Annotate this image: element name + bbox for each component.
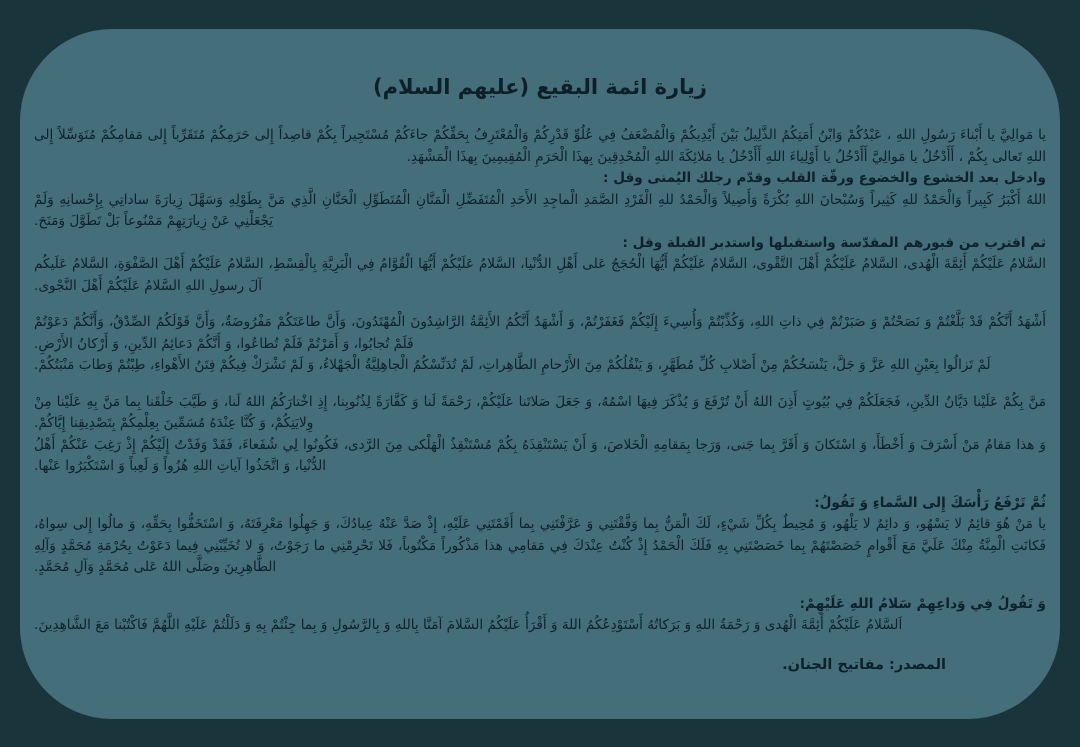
instruction-approach-graves: ثم اقترب من قبورهم المقدّسة واستقبلها واستدبر القبلة وقل : (622, 234, 1046, 251)
document-card (20, 29, 1060, 719)
page-title: زيارة ائمة البقيع (عليهم السلام) (373, 75, 707, 99)
ziyarah-paragraph-blessing: مَنَّ بِكُمْ عَلَيْنا دَيَّانُ الدِّينِ، فَجَعَلَكُمْ فِي بُيُوتٍ أَذِنَ اللهُ أَنْ تُرْفَعَ وَ يُذْكَرَ فِيهَا اسْمُهُ، وَ جَعَلَ صَلاتَنا عَلَيْكُمْ، رَحْمَةً لَنا وَ كَفَّارَةً لِذُنُوبِنا، إِذِ اخْتارَكُمُ اللهُ لَنا، وَ طَيَّبَ خَلْقَنا بِما مَنَّ بِهِ عَلَيْنا مِنْ وِلايَتِكُمْ، وَ كُنَّا عِنْدَهُ مُسَمِّينَ بِعِلْمِكُمْ بِتَصْدِيقِنا إِيَّاكُمْ. (34, 393, 1046, 431)
ziyarah-paragraph-dua: يا مَنْ هُوَ قائِمٌ لا يَسْهُو، وَ دائِمٌ لا يَلْهُو، وَ مُحِيطٌ بِكُلِّ شَيْءٍ، لَكَ الْمَنُّ بِما وَفَّقْتَنِي وَ عَرَّفْتَنِي بِما أَقَمْتَنِي عَلَيْهِ، إِذْ صَدَّ عَنْهُ عِبادُكَ، وَ جَهِلُوا مَعْرِفَتَهُ، وَ اسْتَخَفُّوا بِحَقِّهِ، وَ مالُوا إِلى سِواهُ، فَكانَتِ الْمِنَّةُ مِنْكَ عَلَيَّ مَعَ أَقْوامٍ خَصَصْتَهُمْ بِما خَصَصْتَنِي بِهِ فَلَكَ الْحَمْدُ إِذْ كُنْتُ عِنْدَكَ فِي مَقامِي هذا مَذْكُوراً مَكْتُوباً، فَلا تَحْرِمْنِي ما رَجَوْتُ، وَ لا تُخَيِّبْنِي فِيما دَعَوْتُ بِحُرْمَةِ مُحَمَّدٍ وَآلِهِ الطَّاهِرِينَ وصَلَّى اللهُ عَلى مُحَمَّدٍ وَآلِ مُحَمَّدٍ. (34, 516, 1046, 575)
ziyarah-paragraph-takbir: اللهُ أَكْبَرُ كَبِيراً وَالْحَمْدُ للهِ كَثِيراً وَسُبْحانَ اللهِ بُكْرَةً وَأَصِيلاً وَالْحَمْدُ للهِ الْفَرْدِ الصَّمَدِ الْماجِدِ الأَحَدِ الْمُتَفَضِّلِ الْمَنَّانِ الْمُتَطَوِّلِ الْحَنَّانِ الَّذِي مَنَّ بِطَوْلِهِ وَسَهَّلَ زِيارَةَ ساداتِي بِإِحْسانِهِ وَلَمْ يَجْعَلْنِي عَنْ زِيارَتِهِمْ مَمْنُوعاً بَلْ تَطَوَّلَ وَمَنَحَ. (34, 191, 1046, 229)
instruction-enter: وادخل بعد الخشوع والخضوع ورقّة القلب وقدّم رجلك اليُمنى وقل : (603, 170, 1046, 186)
instruction-raise-head: ثُمَّ تَرْفَعُ رَأْسَكَ إِلى السَّماءِ وَ تَقُولُ: (814, 494, 1046, 511)
ziyarah-paragraph-purity: لَمْ تَزالُوا بِعَيْنِ اللهِ عَزَّ وَ جَلَّ، يَنْسَخُكُمْ مِنْ أَصْلابِ كُلِّ مُطَهَّرٍ، وَ يَنْقُلُكُمْ مِنَ الأَرْحامِ الطَّاهِراتِ، لَمْ تُدَنِّسْكُمُ الْجاهِلِيَّةُ الْجَهْلاءُ، وَ لَمْ تَشْرَكْ فِيكُمْ فِتَنُ الأَهْواءِ، طِبْتُمْ وَطابَ مَنْبَتُكُمْ. (34, 357, 991, 373)
source-label: المصدر: مفاتيح الجنان. (782, 656, 946, 673)
document-body (34, 125, 1046, 676)
ziyarah-paragraph-testimony: أَشْهَدُ أَنَّكُمْ قَدْ بَلَّغْتُمْ وَ نَصَحْتُمْ وَ صَبَرْتُمْ فِي ذاتِ اللهِ، وَكُذِّبْتُمْ وَأُسِيءَ إِلَيْكُمْ فَغَفَرْتُمْ، وَ أَشْهَدُ أَنَّكُمُ الأَئِمَّةُ الرَّاشِدُونَ الْمُهْتَدُونَ، وَأَنَّ طاعَتَكُمْ مَفْرُوضَةٌ، وَأَنَّ قَوْلَكُمُ الصِّدْقُ، وَأَنَّكُمْ دَعَوْتُمْ فَلَمْ تُجابُوا، وَ أَمَرْتُمْ فَلَمْ تُطاعُوا، وَ أَنَّكُمْ دَعائِمُ الدِّينِ، وَ أَرْكانُ الأَرْضِ. (34, 314, 1046, 352)
instruction-farewell: وَ تَقُولُ فِي وَداعِهِمْ سَلامُ اللهِ عَلَيْهِمْ: (799, 595, 1046, 612)
ziyarah-paragraph-permission: يا مَوالِيَّ يا أَبْناءَ رَسُولِ اللهِ ، عَبْدُكُمْ وَابْنُ أَمَتِكُمُ الذَّلِيلُ بَيْنَ أَيْدِيكُمْ وَالْمُضْعَفُ فِي عُلُوِّ قَدْرِكُمْ وَالْمُعْتَرِفُ بِحَقِّكُمْ جاءَكُمْ مُسْتَجِيراً بِكُمْ قاصِداً إِلى حَرَمِكُمْ مُتَقَرِّباً إِلى مَقامِكُمْ مُتَوَسِّلاً إِلى اللهِ تَعالى بِكُمْ ، أَأَدْخُلُ يا مَوالِيَّ أَأَدْخُلُ يا أَوْلِياءَ اللهِ أَأَدْخُلُ يا مَلائِكَةَ اللهِ الْمُحْدِقِينَ بِهذَا الْحَرَمِ الْمُقِيمِينَ بِهذَا الْمَشْهَدِ. (34, 127, 1046, 165)
ziyarah-paragraph-salam: السَّلامُ عَلَيْكُمْ أَئِمَّةَ الْهُدى، السَّلامُ عَلَيْكُمْ أَهْلَ التَّقْوى، السَّلامُ عَلَيْكُمْ أَيُّهَا الْحُجَجُ عَلى أَهْلِ الدُّنْيا، السَّلامُ عَلَيْكُمْ أَيُّهَا الْقُوَّامُ فِي الْبَرِيَّةِ بِالْقِسْطِ، السَّلامُ عَلَيْكُمْ أَهْلَ الصَّفْوَةِ، السَّلامُ عَلَيكُم آلَ رسولِ اللهِ السَّلامُ عَلَيْكُمْ أَهْلَ النَّجْوى. (34, 256, 1046, 294)
ziyarah-paragraph-farewell-salam: اَلسَّلامُ عَلَيْكُمْ أَئِمَّةَ الْهُدى وَ رَحْمَةُ اللهِ وَ بَرَكاتُهُ أَسْتَوْدِعُكُمُ اللهَ وَ أَقْرَأُ عَلَيْكُمُ السَّلامَ آمَنَّا بِاللهِ وَ بِالرَّسُولِ وَ بِما جِئْتُمْ بِهِ وَ دَلَلْتُمْ عَلَيْهِ اللَّهُمَّ فَاكْتُبْنا مَعَ الشَّاهِدِينَ. (34, 617, 903, 633)
ziyarah-paragraph-confession: وَ هذا مَقامُ مَنْ أَسْرَفَ وَ أَخْطَأَ، وَ اسْتَكانَ وَ أَقَرَّ بِما جَنى، وَرَجا بِمَقامِهِ الْخَلاصَ، وَ أَنْ يَسْتَنْقِذَهُ بِكُمْ مُسْتَنْقِذُ الْهَلْكى مِنَ الرَّدى، فَكُونُوا لِي شُفَعاءَ، فَقَدْ وَفَدْتُ إِلَيْكُمْ إِذْ رَغِبَ عَنْكُمْ أَهْلُ الدُّنْيا، وَ اتَّخَذُوا آياتِ اللهِ هُزُواً وَ لَعِباً وَ اسْتَكْبَرُوا عَنْها. (34, 436, 1046, 474)
